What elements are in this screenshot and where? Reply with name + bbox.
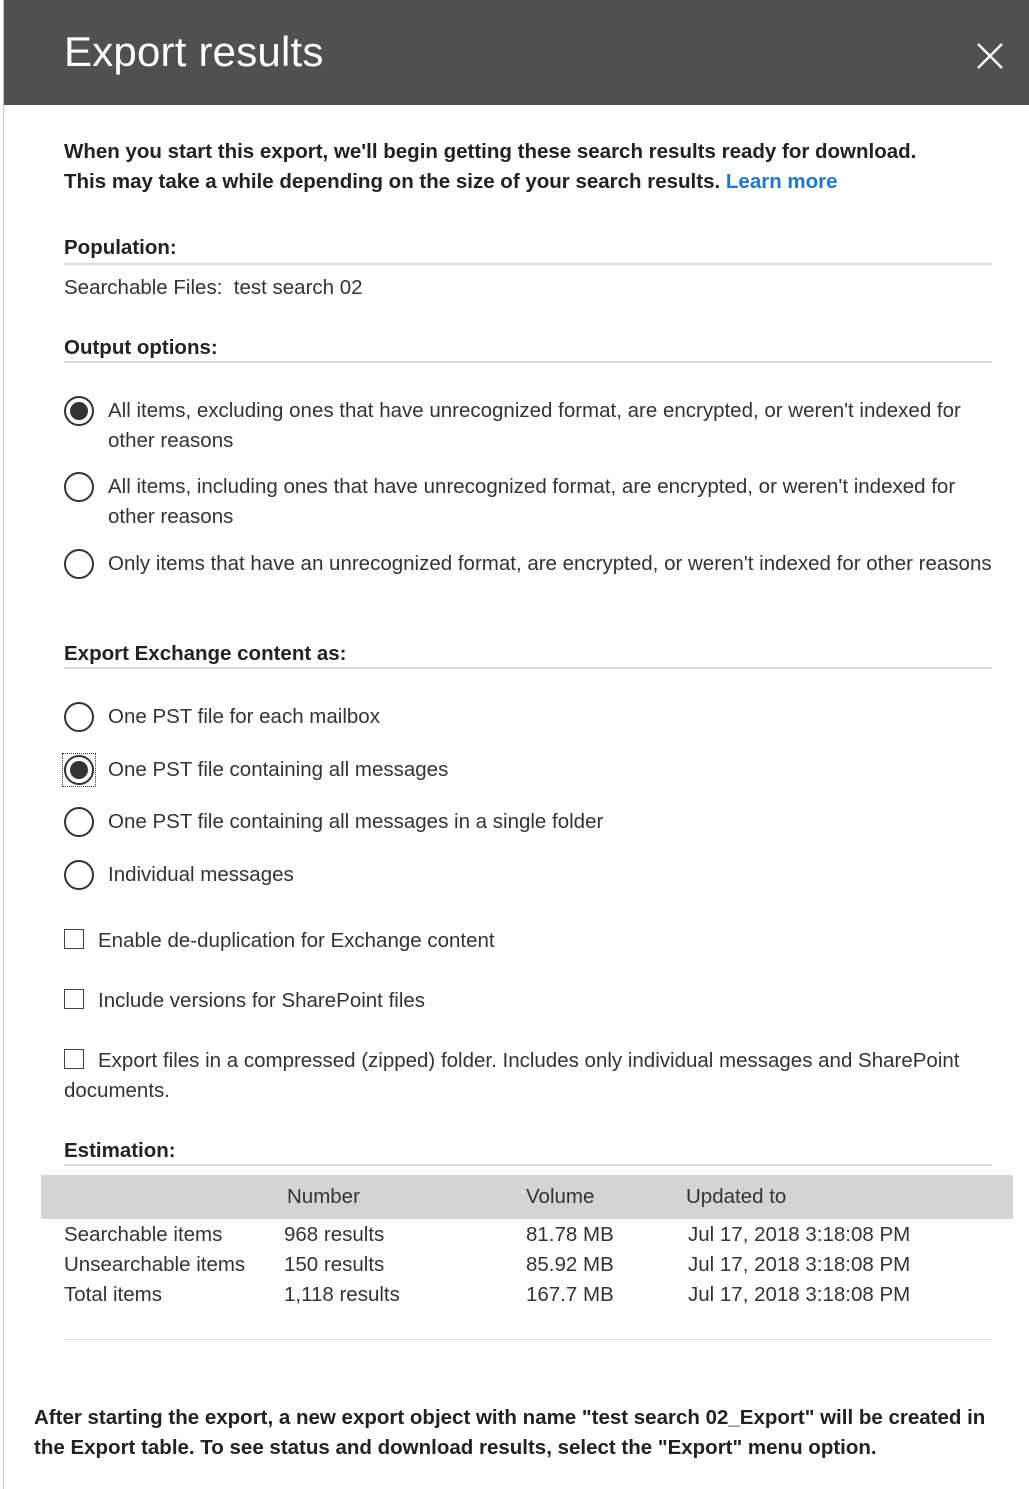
export-results-panel bbox=[3, 0, 1029, 1489]
radio-button-selected[interactable] bbox=[64, 755, 94, 785]
population-label: Searchable Files: bbox=[64, 276, 223, 299]
table-cell: 167.7 MB bbox=[526, 1283, 614, 1306]
radio-focus-ring bbox=[64, 755, 94, 785]
radio-button[interactable] bbox=[64, 807, 94, 837]
radio-label: All items, including ones that have unrecognized format, are encrypted, or weren't indexed for other reasons bbox=[108, 475, 956, 528]
learn-more-link[interactable]: Learn more bbox=[725, 170, 838, 193]
radio-label: All items, excluding ones that have unrecognized format, are encrypted, or weren't indexed for other reasons bbox=[108, 399, 961, 452]
panel-header bbox=[4, 0, 1029, 105]
population-search-name: test search 02 bbox=[233, 276, 363, 299]
table-cell: 968 results bbox=[284, 1223, 385, 1246]
output-option-1[interactable] bbox=[64, 396, 992, 456]
exchange-option-3[interactable] bbox=[64, 807, 992, 837]
table-cell: Total items bbox=[64, 1283, 162, 1306]
table-cell: 1,118 results bbox=[284, 1283, 400, 1306]
checkbox-label: Include versions for SharePoint files bbox=[98, 989, 426, 1012]
radio-label: Only items that have an unrecognized format, are encrypted, or weren't indexed for other reasons bbox=[108, 552, 992, 575]
table-row bbox=[41, 1283, 1013, 1313]
radio-label: Individual messages bbox=[108, 863, 294, 886]
intro-message: When you start this export, we'll begin getting these search results ready for download. This may take a while depending on the size of your search results. bbox=[64, 140, 917, 193]
divider bbox=[64, 263, 992, 265]
exchange-option-2[interactable] bbox=[64, 755, 992, 785]
intro-text bbox=[64, 137, 964, 197]
table-cell: Searchable items bbox=[64, 1223, 223, 1246]
exchange-option-1[interactable] bbox=[64, 702, 992, 732]
checkbox[interactable] bbox=[64, 989, 84, 1009]
footer-note: After starting the export, a new export object with name "test search 02_Export" will be created in the Export table. To see status and download results, select the "Export" menu option. bbox=[34, 1406, 986, 1459]
table-row bbox=[41, 1223, 1013, 1253]
column-header-number: Number bbox=[287, 1185, 360, 1208]
exchange-title: Export Exchange content as: bbox=[64, 642, 347, 665]
exchange-option-4[interactable] bbox=[64, 860, 992, 890]
panel-title: Export results bbox=[64, 28, 324, 75]
divider bbox=[64, 1164, 992, 1166]
population-title: Population: bbox=[64, 236, 177, 259]
table-cell: Unsearchable items bbox=[64, 1253, 246, 1276]
table-cell: Jul 17, 2018 3:18:08 PM bbox=[688, 1283, 911, 1306]
divider bbox=[64, 361, 992, 363]
table-cell: Jul 17, 2018 3:18:08 PM bbox=[688, 1223, 911, 1246]
estimation-table bbox=[41, 1175, 1013, 1313]
column-header-updated: Updated to bbox=[686, 1185, 787, 1208]
output-option-2[interactable] bbox=[64, 472, 992, 532]
zip-checkbox-row[interactable] bbox=[64, 1046, 992, 1106]
versions-checkbox-row[interactable] bbox=[64, 986, 992, 1016]
table-row bbox=[41, 1253, 1013, 1283]
table-cell: Jul 17, 2018 3:18:08 PM bbox=[688, 1253, 911, 1276]
radio-button[interactable] bbox=[64, 860, 94, 890]
checkbox[interactable] bbox=[64, 1049, 84, 1069]
radio-label: One PST file containing all messages in a single folder bbox=[108, 810, 604, 833]
radio-label: One PST file for each mailbox bbox=[108, 705, 380, 728]
checkbox-label: Export files in a compressed (zipped) folder. Includes only individual messages and SharePoint documents. bbox=[64, 1049, 960, 1102]
table-cell: 85.92 MB bbox=[526, 1253, 614, 1276]
column-header-volume: Volume bbox=[526, 1185, 595, 1208]
checkbox[interactable] bbox=[64, 929, 84, 949]
divider bbox=[64, 1339, 992, 1340]
divider bbox=[64, 667, 992, 669]
radio-button[interactable] bbox=[64, 472, 94, 502]
table-cell: 81.78 MB bbox=[526, 1223, 614, 1246]
radio-button-selected[interactable] bbox=[64, 396, 94, 426]
table-cell: 150 results bbox=[284, 1253, 385, 1276]
output-options-title: Output options: bbox=[64, 336, 218, 359]
table-header bbox=[41, 1175, 1013, 1219]
radio-label: One PST file containing all messages bbox=[108, 758, 449, 781]
radio-button[interactable] bbox=[64, 702, 94, 732]
estimation-title: Estimation: bbox=[64, 1139, 176, 1162]
close-button[interactable] bbox=[972, 38, 1008, 74]
radio-button[interactable] bbox=[64, 549, 94, 579]
close-icon bbox=[972, 38, 1008, 74]
dedup-checkbox-row[interactable] bbox=[64, 926, 992, 956]
checkbox-label: Enable de-duplication for Exchange content bbox=[98, 929, 495, 952]
output-option-3[interactable] bbox=[64, 549, 992, 579]
population-value bbox=[64, 276, 363, 300]
